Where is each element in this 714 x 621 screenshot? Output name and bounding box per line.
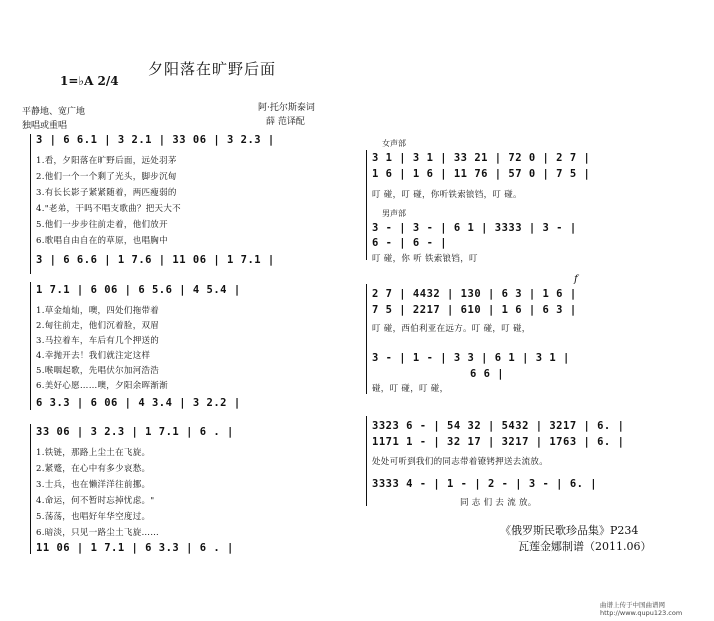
system-bracket <box>30 424 31 554</box>
upper-melody: 3323 6 - | 54 32 | 5432 | 3217 | 6. | <box>372 420 625 432</box>
song-title: 夕阳落在旷野后面 <box>148 60 277 78</box>
lower-lyric: 同 志 们 去 流 放。 <box>460 498 537 508</box>
lyric-verse-2: 2.紧蹙，在心中有多少哀愁。 <box>36 464 151 474</box>
bass-line: 11 06 | 1 7.1 | 6 3.3 | 6 . | <box>36 542 234 554</box>
lyric-verse-2: 2.甸往前走，他们沉着脸，双眉 <box>36 321 160 331</box>
male-harmony: 6 - | 6 - | <box>372 237 448 249</box>
system-bracket <box>366 416 367 506</box>
lyric-verse-1: 1.铁链，那路上尘土在飞旋。 <box>36 448 151 458</box>
key-signature: 1=♭A 2/4 <box>60 74 119 88</box>
melody-line: 1 7.1 | 6 06 | 6 5.6 | 4 5.4 | <box>36 284 241 296</box>
male-lyric: 叮 碰，你 听 铁索锒铛，叮 <box>372 254 478 264</box>
system-bracket <box>366 150 367 260</box>
lyric-verse-3: 3.马拉着车，车后有几个押送的 <box>36 336 160 346</box>
system-bracket <box>366 284 367 394</box>
system-bracket <box>30 134 31 274</box>
male-melody: 3 - | 3 - | 6 1 | 3333 | 3 - | <box>372 222 577 234</box>
female-harmony: 1 6 | 1 6 | 11 76 | 57 0 | 7 5 | <box>372 168 591 180</box>
lower-harmony: 6 6 | <box>470 368 505 380</box>
lyric-verse-6: 6.美好心愿……噢，夕阳余晖渐渐 <box>36 381 168 391</box>
lyric-verse-1: 1.草金灿灿，噢，四处们拖带着 <box>36 306 160 316</box>
lower-melody: 3333 4 - | 1 - | 2 - | 3 - | 6. | <box>372 478 598 490</box>
dynamic-marking: f <box>574 274 578 285</box>
melody-line: 33 06 | 3 2.3 | 1 7.1 | 6 . | <box>36 426 234 438</box>
female-melody: 3 1 | 3 1 | 33 21 | 72 0 | 2 7 | <box>372 152 591 164</box>
male-part-label: 男声部 <box>382 209 406 218</box>
lyric-verse-1: 1.看，夕阳落在旷野后面，远处羽茅 <box>36 156 177 166</box>
lyric-verse-4: 4.幸抛开去！我们就注定这样 <box>36 351 151 361</box>
bass-line: 3 | 6 6.6 | 1 7.6 | 11 06 | 1 7.1 | <box>36 254 275 266</box>
arranger: 薛 范译配 <box>266 117 305 127</box>
lyric-verse-3: 3.士兵，也在懒洋洋往前挪。 <box>36 480 151 490</box>
upper-harmony: 7 5 | 2217 | 610 | 1 6 | 6 3 | <box>372 304 577 316</box>
lyric-verse-5: 5.喉咽起歌，先唱伏尔加河浩浩 <box>36 366 160 376</box>
lyric-verse-5: 5.荡荡，也唱好年华空度过。 <box>36 512 151 522</box>
melody-line: 3 | 6 6.1 | 3 2.1 | 33 06 | 3 2.3 | <box>36 134 275 146</box>
lyric-verse-5: 5.他们一步步往前走着，他们放开 <box>36 220 168 230</box>
lyric-verse-2: 2.他们一个一个剩了光头，脚步沉甸 <box>36 172 177 182</box>
lyric-verse-6: 6.暗淡，只见一路尘土飞旋…… <box>36 528 160 538</box>
watermark-line-2: http://www.qupu123.com <box>600 609 683 617</box>
lyric-verse-6: 6.歌唱自由自在的草原，也唱胸中 <box>36 236 168 246</box>
maker-credit: 瓦莲金娜制谱（2011.06） <box>518 540 652 553</box>
lyric-verse-3: 3.有长长影子紧紧随着，两匹瘦弱的 <box>36 188 177 198</box>
female-part-label: 女声部 <box>382 139 406 148</box>
lower-lyric: 碰，叮 碰，叮 碰， <box>372 384 449 394</box>
lyric-verse-4: 4."老弟，干吗不唱支歌曲？把天大不 <box>36 204 181 214</box>
upper-lyric: 叮 碰，西伯利亚在远方。叮 碰，叮 碰， <box>372 324 531 334</box>
bass-line: 6 3.3 | 6 06 | 4 3.4 | 3 2.2 | <box>36 397 241 409</box>
system-bracket <box>30 282 31 410</box>
tempo-marking: 平静地、宽广地 <box>22 107 86 117</box>
upper-lyric: 处处可听到我们的同志带着镣铐押送去流放。 <box>372 457 549 467</box>
upper-harmony: 1171 1 - | 32 17 | 3217 | 1763 | 6. | <box>372 436 625 448</box>
watermark-line-1: 曲谱上传于中国曲谱网 <box>600 601 665 609</box>
lyricist: 阿·托尔斯泰词 <box>258 103 315 113</box>
upper-melody: 2 7 | 4432 | 130 | 6 3 | 1 6 | <box>372 288 577 300</box>
source-credit: 《俄罗斯民歌珍品集》P234 <box>500 524 639 537</box>
lower-melody: 3 - | 1 - | 3 3 | 6 1 | 3 1 | <box>372 352 570 364</box>
lyric-verse-4: 4.命运，何不暂时忘掉忧虑。" <box>36 496 155 506</box>
performance-note: 独唱或重唱 <box>22 121 68 131</box>
female-lyric: 叮 碰，叮 碰，你听铁索锒铛，叮 碰。 <box>372 190 522 200</box>
